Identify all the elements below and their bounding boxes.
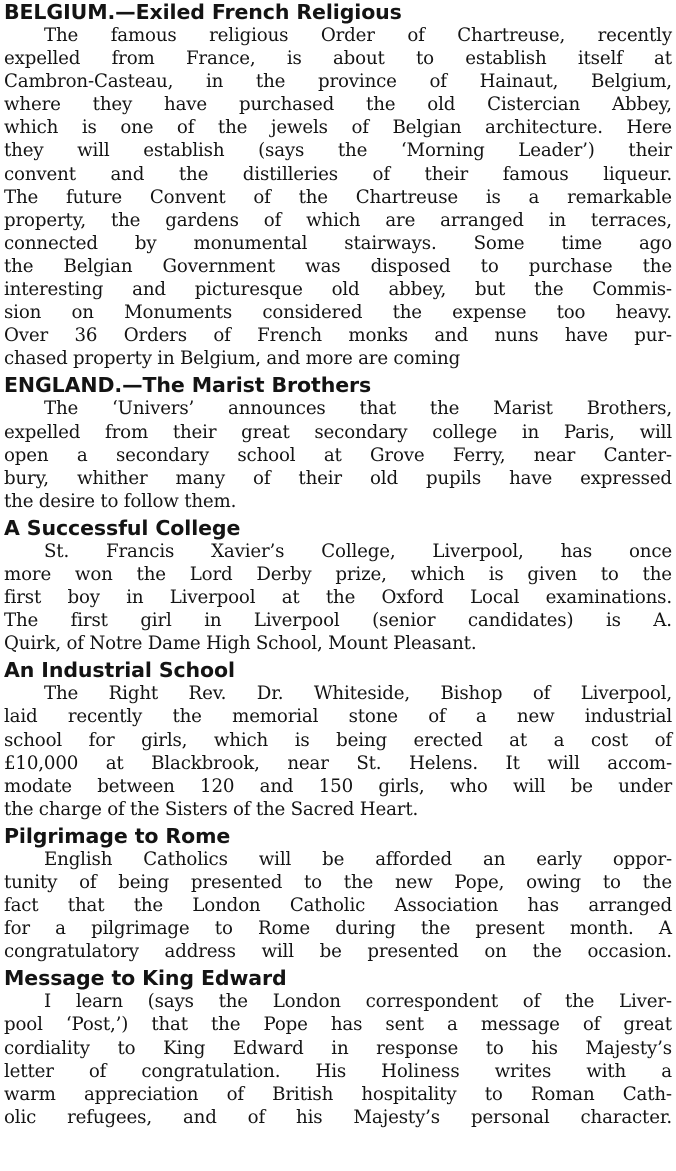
text-line: warm appreciation of British hospitality to Roman Cath- [4,1083,672,1105]
text-line: The famous religious Order of Chartreuse, recently [44,25,672,46]
text-line: laid recently the memorial stone of a new industrial [4,706,672,728]
article-heading: Message to King Edward [4,966,287,991]
text-line: the desire to follow them. [4,490,237,512]
text-line: letter of congratulation. His Holiness writes with a [4,1060,672,1082]
text-line: English Catholics will be afforded an early oppor- [44,848,672,870]
article-belgium [4,0,672,370]
text-line: first boy in Liverpool at the Oxford Local examinations. [4,587,672,609]
text-line: they will establish (says the ‘Morning Leader’) their [4,140,672,162]
text-line: congratulatory address will be presented on the occasion. [4,941,672,963]
text-line: connected by monumental stairways. Some time ago [4,232,672,254]
text-line: £10,000 at Blackbrook, near St. Helens. It will accom- [4,752,672,774]
text-line: property, the gardens of which are arranged in terraces, [4,209,672,231]
article-england [4,373,672,512]
text-line: open a secondary school at Grove Ferry, near Canter- [4,444,672,466]
text-line: The Right Rev. Dr. Whiteside, Bishop of Liverpool, [44,683,672,705]
text-line: cordiality to King Edward in response to his Majesty’s [4,1037,672,1059]
text-line: The ‘Univers’ announces that the Marist Brothers, [44,398,672,420]
article-pilgrimage [4,824,672,963]
text-line: for a pilgrimage to Rome during the present month. A [4,918,672,940]
article-heading: ENGLAND.—The Marist Brothers [4,373,372,398]
text-line: the charge of the Sisters of the Sacred Heart. [4,798,419,820]
article-body [4,682,672,821]
article-body [4,848,672,963]
text-line: modate between 120 and 150 girls, who will be under [4,775,672,797]
article-body [4,990,672,1129]
text-line: olic refugees, and of his Majesty’s personal character. [4,1106,672,1128]
text-line: Over 36 Orders of French monks and nuns have pur- [4,325,672,347]
article-successful-college [4,516,672,655]
article-body [4,540,672,655]
text-line: pool ‘Post,’) that the Pope has sent a message of great [4,1014,672,1036]
article-body [4,24,672,370]
text-line: expelled from their great secondary college in Paris, will [4,421,672,443]
text-line: St. Francis Xavier’s College, Liverpool, has once [44,540,672,562]
newspaper-column [4,0,672,1132]
text-line: which is one of the jewels of Belgian architecture. Here [4,117,672,139]
text-line: The first girl in Liverpool (senior candidates) is A. [4,610,672,632]
article-heading: An Industrial School [4,658,235,683]
text-line: tunity of being presented to the new Pope, owing to the [4,872,672,893]
article-heading: A Successful College [4,515,241,540]
text-line: Quirk, of Notre Dame High School, Mount Pleasant. [4,633,477,655]
article-heading: Pilgrimage to Rome [4,823,231,848]
text-line: interesting and picturesque old abbey, but the Commis- [4,279,672,301]
text-line: I learn (says the London correspondent of the Liver- [44,991,672,1013]
text-line: convent and the distilleries of their famous liqueur. [4,163,672,185]
text-line: chased property in Belgium, and more are coming [4,348,461,370]
article-heading: BELGIUM.—Exiled French Religious [4,0,402,24]
text-line: where they have purchased the old Cistercian Abbey, [4,94,672,116]
text-line: bury, whither many of their old pupils have expressed [4,467,672,489]
text-line: expelled from France, is about to establish itself at [4,48,672,70]
text-line: Cambron-Casteau, in the province of Hainaut, Belgium, [4,71,672,93]
article-body [4,397,672,512]
text-line: the Belgian Government was disposed to purchase the [4,255,672,277]
article-industrial-school [4,658,672,821]
text-line: sion on Monuments considered the expense too heavy. [4,302,672,324]
text-line: school for girls, which is being erected at a cost of [4,729,672,751]
text-line: fact that the London Catholic Association has arranged [4,895,672,917]
text-line: The future Convent of the Chartreuse is a remarkable [4,186,672,208]
text-line: more won the Lord Derby prize, which is given to the [4,563,672,585]
article-king-edward [4,966,672,1129]
